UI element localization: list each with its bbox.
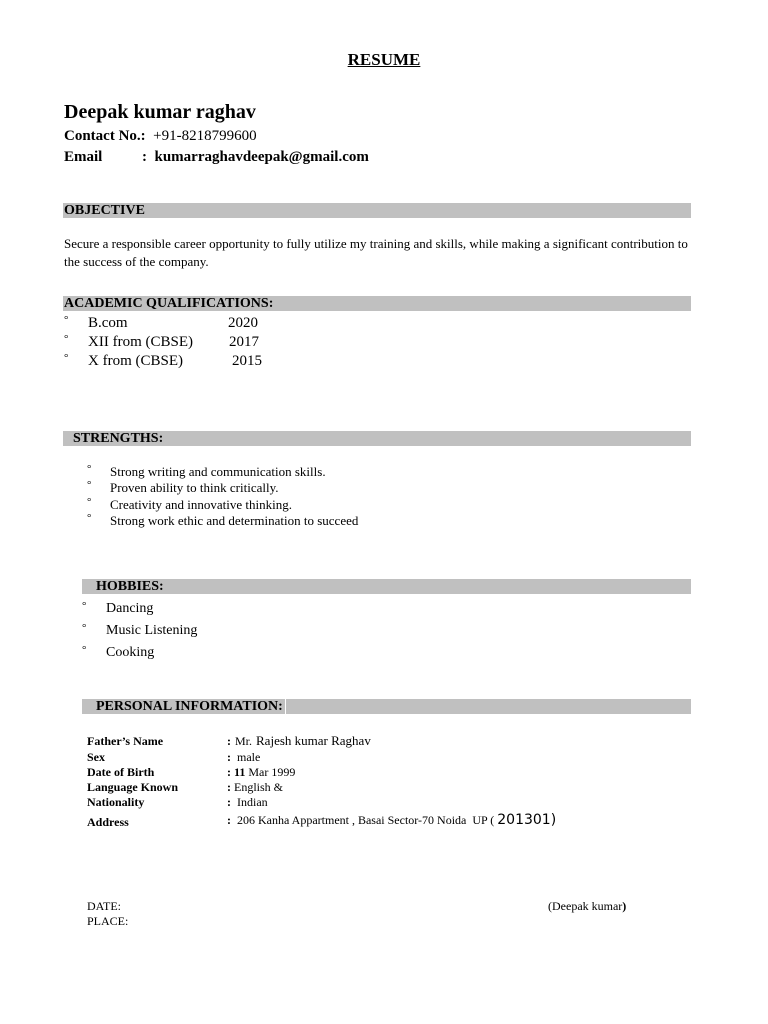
bullet-icon: ° <box>82 644 87 656</box>
hobby-item: Music Listening <box>106 623 198 638</box>
hobby-item: Dancing <box>106 601 154 616</box>
strength-item: Creativity and innovative thinking. <box>110 497 292 512</box>
academic-course: X from (CBSE) <box>88 353 183 369</box>
sex-label: Sex <box>87 750 105 764</box>
language: English & <box>234 780 284 794</box>
email-value: kumarraghavdeepak@gmail.com <box>154 149 369 165</box>
strength-item: Strong work ethic and determination to succeed <box>110 513 359 528</box>
colon: : <box>227 813 231 827</box>
contact-label: Contact No.: <box>64 128 146 144</box>
sex: male <box>237 750 261 764</box>
bullet-icon: ° <box>64 314 69 326</box>
objective-text: Secure a responsible career opportunity to fully utilize my training and skills, while making a significant contribution to the success of the company. <box>64 236 688 269</box>
dob-day: 11 <box>234 765 246 779</box>
colon: : <box>227 734 231 748</box>
bullet-icon: ° <box>87 512 92 524</box>
hobbies-bar <box>82 579 691 594</box>
language-label: Language Known <box>87 780 179 794</box>
email-line <box>64 149 369 166</box>
colon: : <box>227 780 231 794</box>
bullet-icon: ° <box>87 463 92 475</box>
dob-rest: Mar 1999 <box>248 765 296 779</box>
email-colon: : <box>142 149 147 165</box>
bullet-icon: ° <box>87 479 92 491</box>
hobby-item: Cooking <box>106 645 155 660</box>
academic-course: XII from (CBSE) <box>88 334 193 350</box>
father-name-label: Father’s Name <box>87 734 164 748</box>
contact-line <box>64 128 257 145</box>
date-label: DATE: <box>87 899 121 913</box>
father-name: Rajesh kumar Raghav <box>256 733 371 748</box>
colon: : <box>227 765 231 779</box>
bullet-icon: ° <box>87 496 92 508</box>
colon: : <box>227 750 231 764</box>
candidate-name: Deepak kumar raghav <box>64 101 256 123</box>
dob-value <box>227 765 295 780</box>
nationality-value <box>227 795 268 810</box>
place-label: PLACE: <box>87 914 129 928</box>
address-pin: 201301) <box>497 812 557 828</box>
strengths-heading: STRENGTHS: <box>73 431 164 446</box>
hobbies-heading: HOBBIES: <box>96 579 164 594</box>
objective-bar <box>63 203 691 218</box>
resume-title: RESUME <box>347 50 421 69</box>
colon: : <box>227 795 231 809</box>
bullet-icon: ° <box>64 352 69 364</box>
objective-heading: OBJECTIVE <box>64 203 145 218</box>
bullet-icon: ° <box>64 333 69 345</box>
academic-year: 2017 <box>229 334 259 350</box>
father-prefix: Mr. <box>235 734 253 748</box>
academic-year: 2020 <box>228 315 258 331</box>
email-label: Email <box>64 149 103 165</box>
bullet-icon: ° <box>82 600 87 612</box>
bullet-icon: ° <box>82 622 87 634</box>
academic-course: B.com <box>88 315 128 331</box>
address: 206 Kanha Appartment , Basai Sector-70 Noida UP ( <box>237 813 495 827</box>
sex-value <box>227 750 260 765</box>
nationality-label: Nationality <box>87 795 145 809</box>
personal-heading: PERSONAL INFORMATION: <box>96 699 286 714</box>
academic-heading: ACADEMIC QUALIFICATIONS: <box>64 296 274 311</box>
contact-value: +91-8218799600 <box>153 128 257 144</box>
nationality: Indian <box>237 795 268 809</box>
signature-end: ) <box>622 899 627 913</box>
strength-item: Strong writing and communication skills. <box>110 464 326 479</box>
signature-name: (Deepak kumar <box>548 899 623 913</box>
address-label: Address <box>87 815 129 829</box>
signature <box>548 899 626 914</box>
academic-year: 2015 <box>232 353 262 369</box>
language-value <box>227 780 283 795</box>
address-value <box>227 812 556 828</box>
father-name-value <box>227 732 371 750</box>
strength-item: Proven ability to think critically. <box>110 480 279 495</box>
dob-label: Date of Birth <box>87 765 155 779</box>
